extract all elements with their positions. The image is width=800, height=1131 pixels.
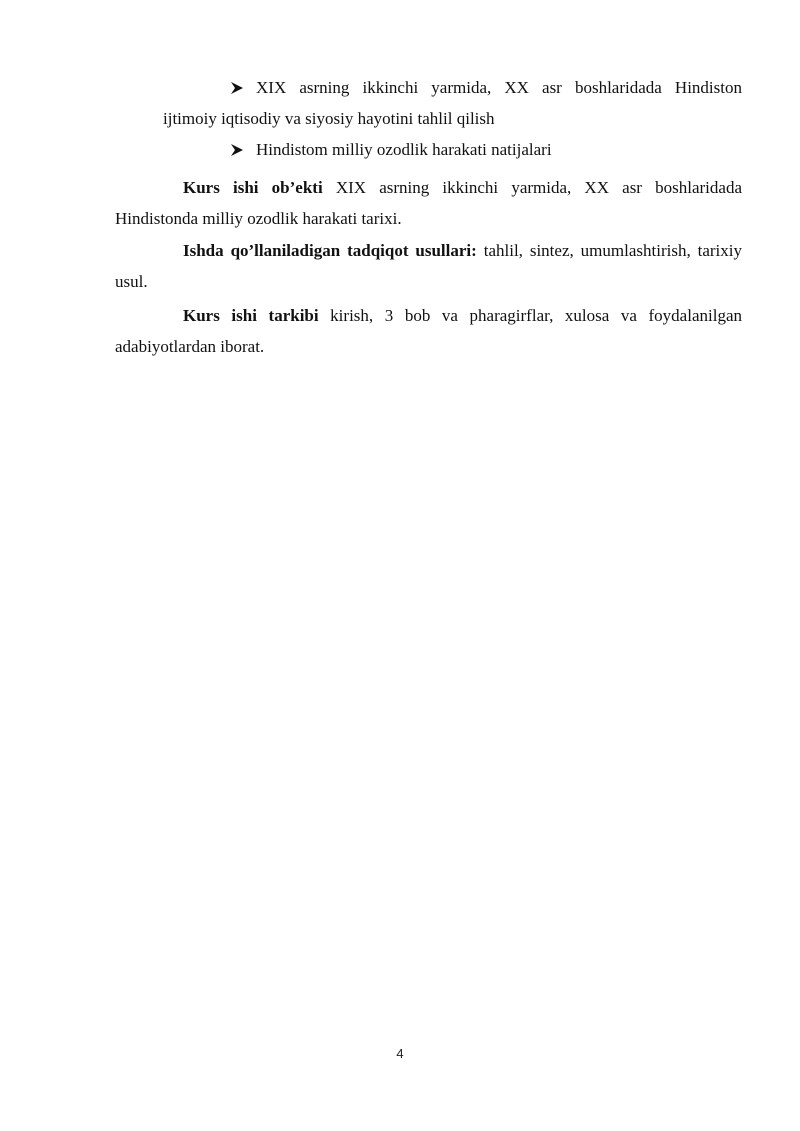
arrowhead-bullet-icon [230, 72, 256, 103]
paragraph-research-methods [115, 235, 742, 297]
paragraph-body: tahlil, sintez, umumlashtirish, tarixiy usul. [115, 241, 742, 291]
paragraph-structure [115, 300, 742, 362]
paragraph-lead: Kurs ishi ob’ekti [183, 178, 323, 197]
paragraph-body: XIX asrning ikkinchi yarmida, XX asr boshlaridada Hindistonda milliy ozodlik harakati tarixi. [115, 178, 742, 228]
page-number: 4 [396, 1046, 404, 1061]
arrowhead-bullet-icon [230, 134, 256, 165]
bullet-continuation: ijtimoiy iqtisodiy va siyosiy hayotini tahlil qilish [163, 109, 495, 128]
paragraph-body: kirish, 3 bob va pharagirflar, xulosa va foydalanilgan adabiyotlardan iborat. [115, 306, 742, 356]
bullet-text: XIX asrning ikkinchi yarmida, XX asr boshlaridada Hindiston [256, 78, 742, 97]
paragraph-course-object [115, 172, 742, 234]
paragraph-lead: Ishda qo’llaniladigan tadqiqot usullari: [183, 241, 477, 260]
paragraph-lead: Kurs ishi tarkibi [183, 306, 319, 325]
bullet-text: Hindistom milliy ozodlik harakati natijalari [256, 140, 552, 159]
bullet-item-2 [230, 134, 742, 165]
bullet-item-1 [230, 72, 742, 103]
